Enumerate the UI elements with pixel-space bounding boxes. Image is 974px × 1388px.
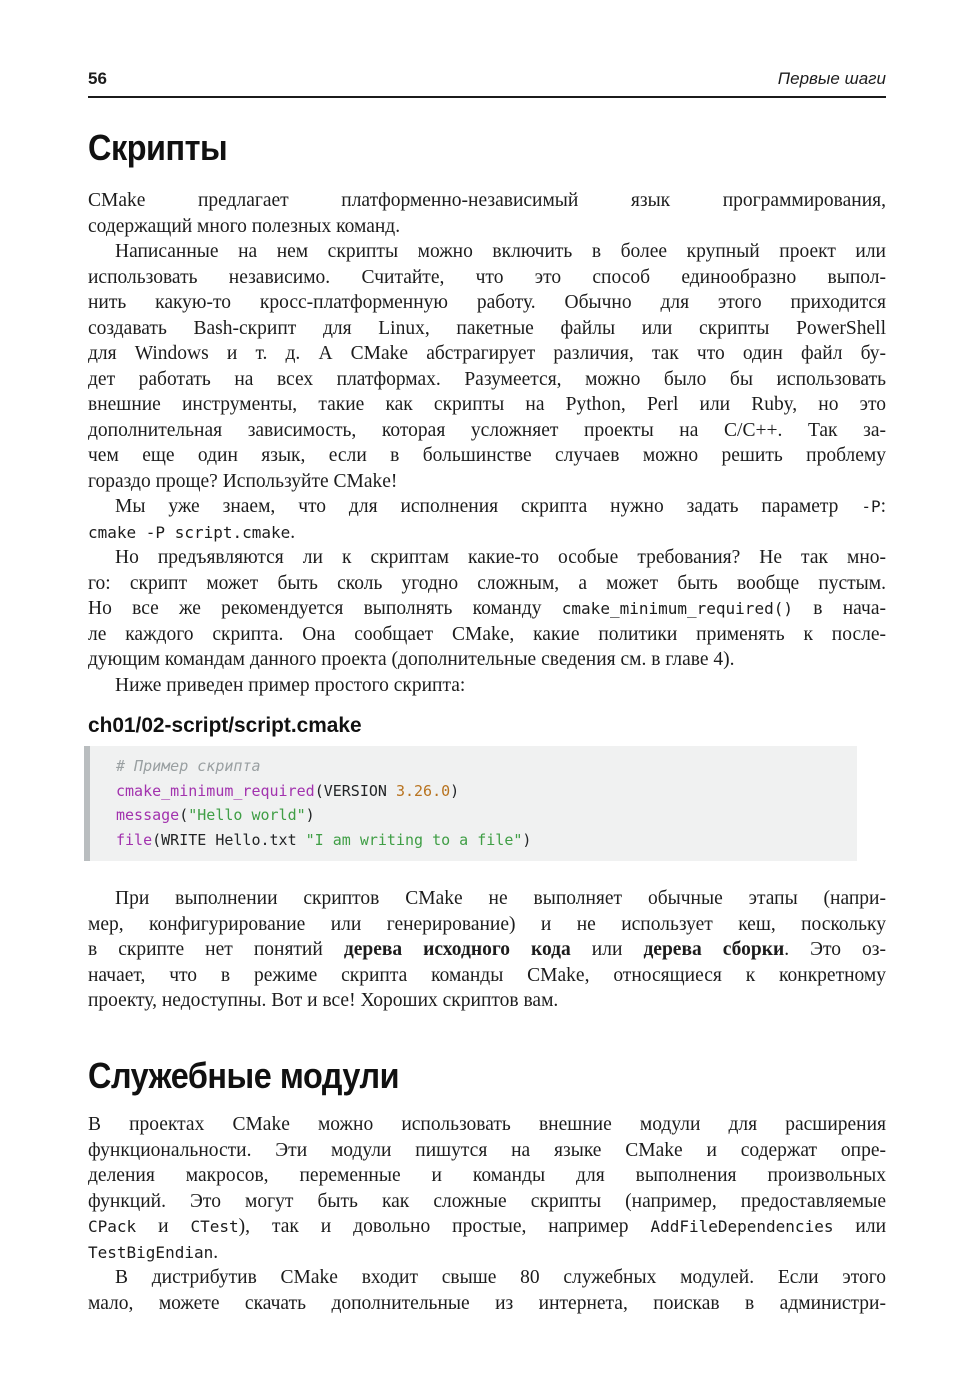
page-header <box>88 70 886 98</box>
text-line <box>88 239 886 265</box>
text-segment: Но предъявляются ли к скриптам какие-то особые требования? Не так мно- <box>115 547 886 569</box>
modules-section-paragraphs <box>88 1112 886 1316</box>
text-segment: дующим командам данного проекта (дополнительные сведения см. в главе 4). <box>88 649 735 671</box>
paragraph <box>88 239 886 494</box>
code-listing-title: ch01/02-script/script.cmake <box>88 713 362 738</box>
code-token: ( <box>314 781 324 800</box>
text-segment: создавать Bash-скрипт для Linux, пакетные файлы или скрипты PowerShell <box>88 317 886 339</box>
code-token: ) <box>305 806 315 825</box>
text-line <box>88 988 886 1014</box>
inline-code: CPack <box>88 1217 137 1237</box>
text-line <box>88 265 886 291</box>
text-line <box>88 290 886 316</box>
text-segment: дерева исходного кода <box>343 939 571 961</box>
text-line <box>88 341 886 367</box>
page-number: 56 <box>88 69 107 88</box>
code-line <box>116 779 847 804</box>
text-line <box>88 673 886 699</box>
code-token: 3.26.0 <box>395 781 451 800</box>
text-segment: В дистрибутив CMake входит свыше 80 служебных модулей. Если этого <box>115 1267 886 1289</box>
text-segment: ), так и довольно простые, например <box>238 1216 651 1238</box>
after-code-paragraphs <box>88 886 886 1014</box>
text-segment: деления макросов, переменные и команды для выполнения произвольных <box>88 1165 886 1187</box>
inline-code: AddFileDependencies <box>650 1217 834 1237</box>
text-segment: содержащий много полезных команд. <box>88 215 401 237</box>
text-line <box>88 418 886 444</box>
text-segment: чем еще один язык, если в большинстве случаев можно решить проблему <box>88 445 886 467</box>
paragraph <box>88 494 886 545</box>
text-segment: дет работать на всех платформах. Разумеется, можно было бы использовать <box>88 368 886 390</box>
text-line <box>88 520 886 546</box>
text-line <box>88 443 886 469</box>
inline-code: CTest <box>190 1217 239 1237</box>
text-line <box>88 912 886 938</box>
text-segment: . Это оз- <box>784 939 886 961</box>
text-segment: или <box>570 939 644 961</box>
code-token: WRITE Hello.txt <box>161 830 306 849</box>
text-line <box>88 214 886 240</box>
text-line <box>88 963 886 989</box>
text-segment: го: скрипт может быть сколь угодно сложным, а может быть вообще пустым. <box>88 572 886 594</box>
running-title: Первые шаги <box>777 69 886 88</box>
text-line <box>88 1265 886 1291</box>
text-segment: : <box>880 496 886 518</box>
text-segment: . <box>213 1241 219 1263</box>
code-token: ( <box>152 830 162 849</box>
code-token: ( <box>179 806 189 825</box>
text-segment: функциональности. Эти модули пишутся на языке CMake и содержат опре- <box>88 1139 886 1161</box>
code-token: cmake_minimum_required <box>116 781 315 800</box>
section-heading-utility-modules: Служебные модули <box>88 1054 400 1096</box>
text-segment: или <box>833 1216 887 1238</box>
inline-code: cmake_minimum_required() <box>561 599 793 619</box>
text-segment: CMake предлагает платформенно-независимый язык программирования, <box>88 190 886 212</box>
text-line <box>88 1112 886 1138</box>
text-segment: Написанные на нем скрипты можно включить в более крупный проект или <box>115 241 886 263</box>
text-line <box>88 367 886 393</box>
text-line <box>88 494 886 520</box>
text-line <box>88 469 886 495</box>
text-segment: мер, конфигурирование или генерирование) и не использует кеш, поскольку <box>88 913 886 935</box>
text-segment: В проектах CMake можно использовать внешние модули для расширения <box>88 1114 886 1136</box>
paragraph <box>88 188 886 239</box>
text-line <box>88 1291 886 1317</box>
inline-code: -P <box>861 497 881 517</box>
text-segment: функций. Это могут быть как сложные скрипты (например, предоставляемые <box>88 1190 886 1212</box>
text-segment: и <box>136 1216 191 1238</box>
text-segment: ле каждого скрипта. Она сообщает CMake, какие политики применять к после- <box>88 623 886 645</box>
text-segment: нить какую-то кросс-платформенную работу. Обычно для этого приходится <box>88 292 886 314</box>
text-segment: мало, можете скачать дополнительные из интернета, поискав в администри- <box>88 1292 886 1314</box>
text-segment: использовать независимо. Считайте, что это способ единообразно выпол- <box>88 266 886 288</box>
text-segment: дополнительная зависимость, которая усложняет проекты на C/C++. Так за- <box>88 419 886 441</box>
text-segment: гораздо проще? Используйте CMake! <box>88 470 398 492</box>
paragraph <box>88 1265 886 1316</box>
text-line <box>88 1214 886 1240</box>
code-listing <box>84 746 857 861</box>
text-segment: Мы уже знаем, что для исполнения скрипта нужно задать параметр <box>115 496 862 518</box>
code-token: file <box>116 830 153 849</box>
code-token: # Пример скрипта <box>116 757 261 776</box>
text-line <box>88 188 886 214</box>
text-segment: для Windows и т. д. А CMake абстрагирует различия, так что один файл бу- <box>88 343 886 365</box>
paragraph <box>88 1112 886 1265</box>
text-segment: внешние инструменты, такие как скрипты на Python, Perl или Ruby, но это <box>88 394 886 416</box>
text-line <box>88 596 886 622</box>
text-segment: проекту, недоступны. Вот и все! Хороших скриптов вам. <box>88 990 559 1012</box>
code-token: "I am writing to a file" <box>305 830 523 849</box>
text-line <box>88 1163 886 1189</box>
paragraph <box>88 886 886 1014</box>
text-line <box>88 886 886 912</box>
code-token: VERSION <box>323 781 396 800</box>
paragraph <box>88 545 886 673</box>
text-line <box>88 647 886 673</box>
code-token: ) <box>522 830 532 849</box>
text-segment: Ниже приведен пример простого скрипта: <box>115 674 466 696</box>
text-segment: Но все же рекомендуется выполнять команду <box>88 598 562 620</box>
text-line <box>88 1240 886 1266</box>
section-heading-scripts: Скрипты <box>88 126 228 168</box>
text-segment: в нача- <box>792 598 886 620</box>
code-token: "Hello world" <box>188 806 306 825</box>
text-line <box>88 571 886 597</box>
text-line <box>88 622 886 648</box>
text-line <box>88 316 886 342</box>
text-segment: . <box>290 521 296 543</box>
text-segment: При выполнении скриптов CMake не выполняет обычные этапы (напри- <box>115 888 886 910</box>
code-line <box>116 754 847 779</box>
code-line <box>116 803 847 828</box>
text-segment: начает, что в режиме скрипта команды CMake, относящиеся к конкретному <box>88 964 886 986</box>
inline-code: TestBigEndian <box>88 1242 214 1262</box>
scripts-section-paragraphs <box>88 188 886 698</box>
code-token: message <box>116 806 180 825</box>
code-line <box>116 828 847 853</box>
paragraph <box>88 673 886 699</box>
inline-code: cmake -P script.cmake <box>88 522 291 542</box>
code-token: ) <box>450 781 460 800</box>
text-segment: в скрипте нет понятий <box>88 939 344 961</box>
text-line <box>88 937 886 963</box>
text-line <box>88 545 886 571</box>
text-line <box>88 1189 886 1215</box>
text-line <box>88 392 886 418</box>
text-line <box>88 1138 886 1164</box>
text-segment: дерева сборки <box>643 939 785 961</box>
